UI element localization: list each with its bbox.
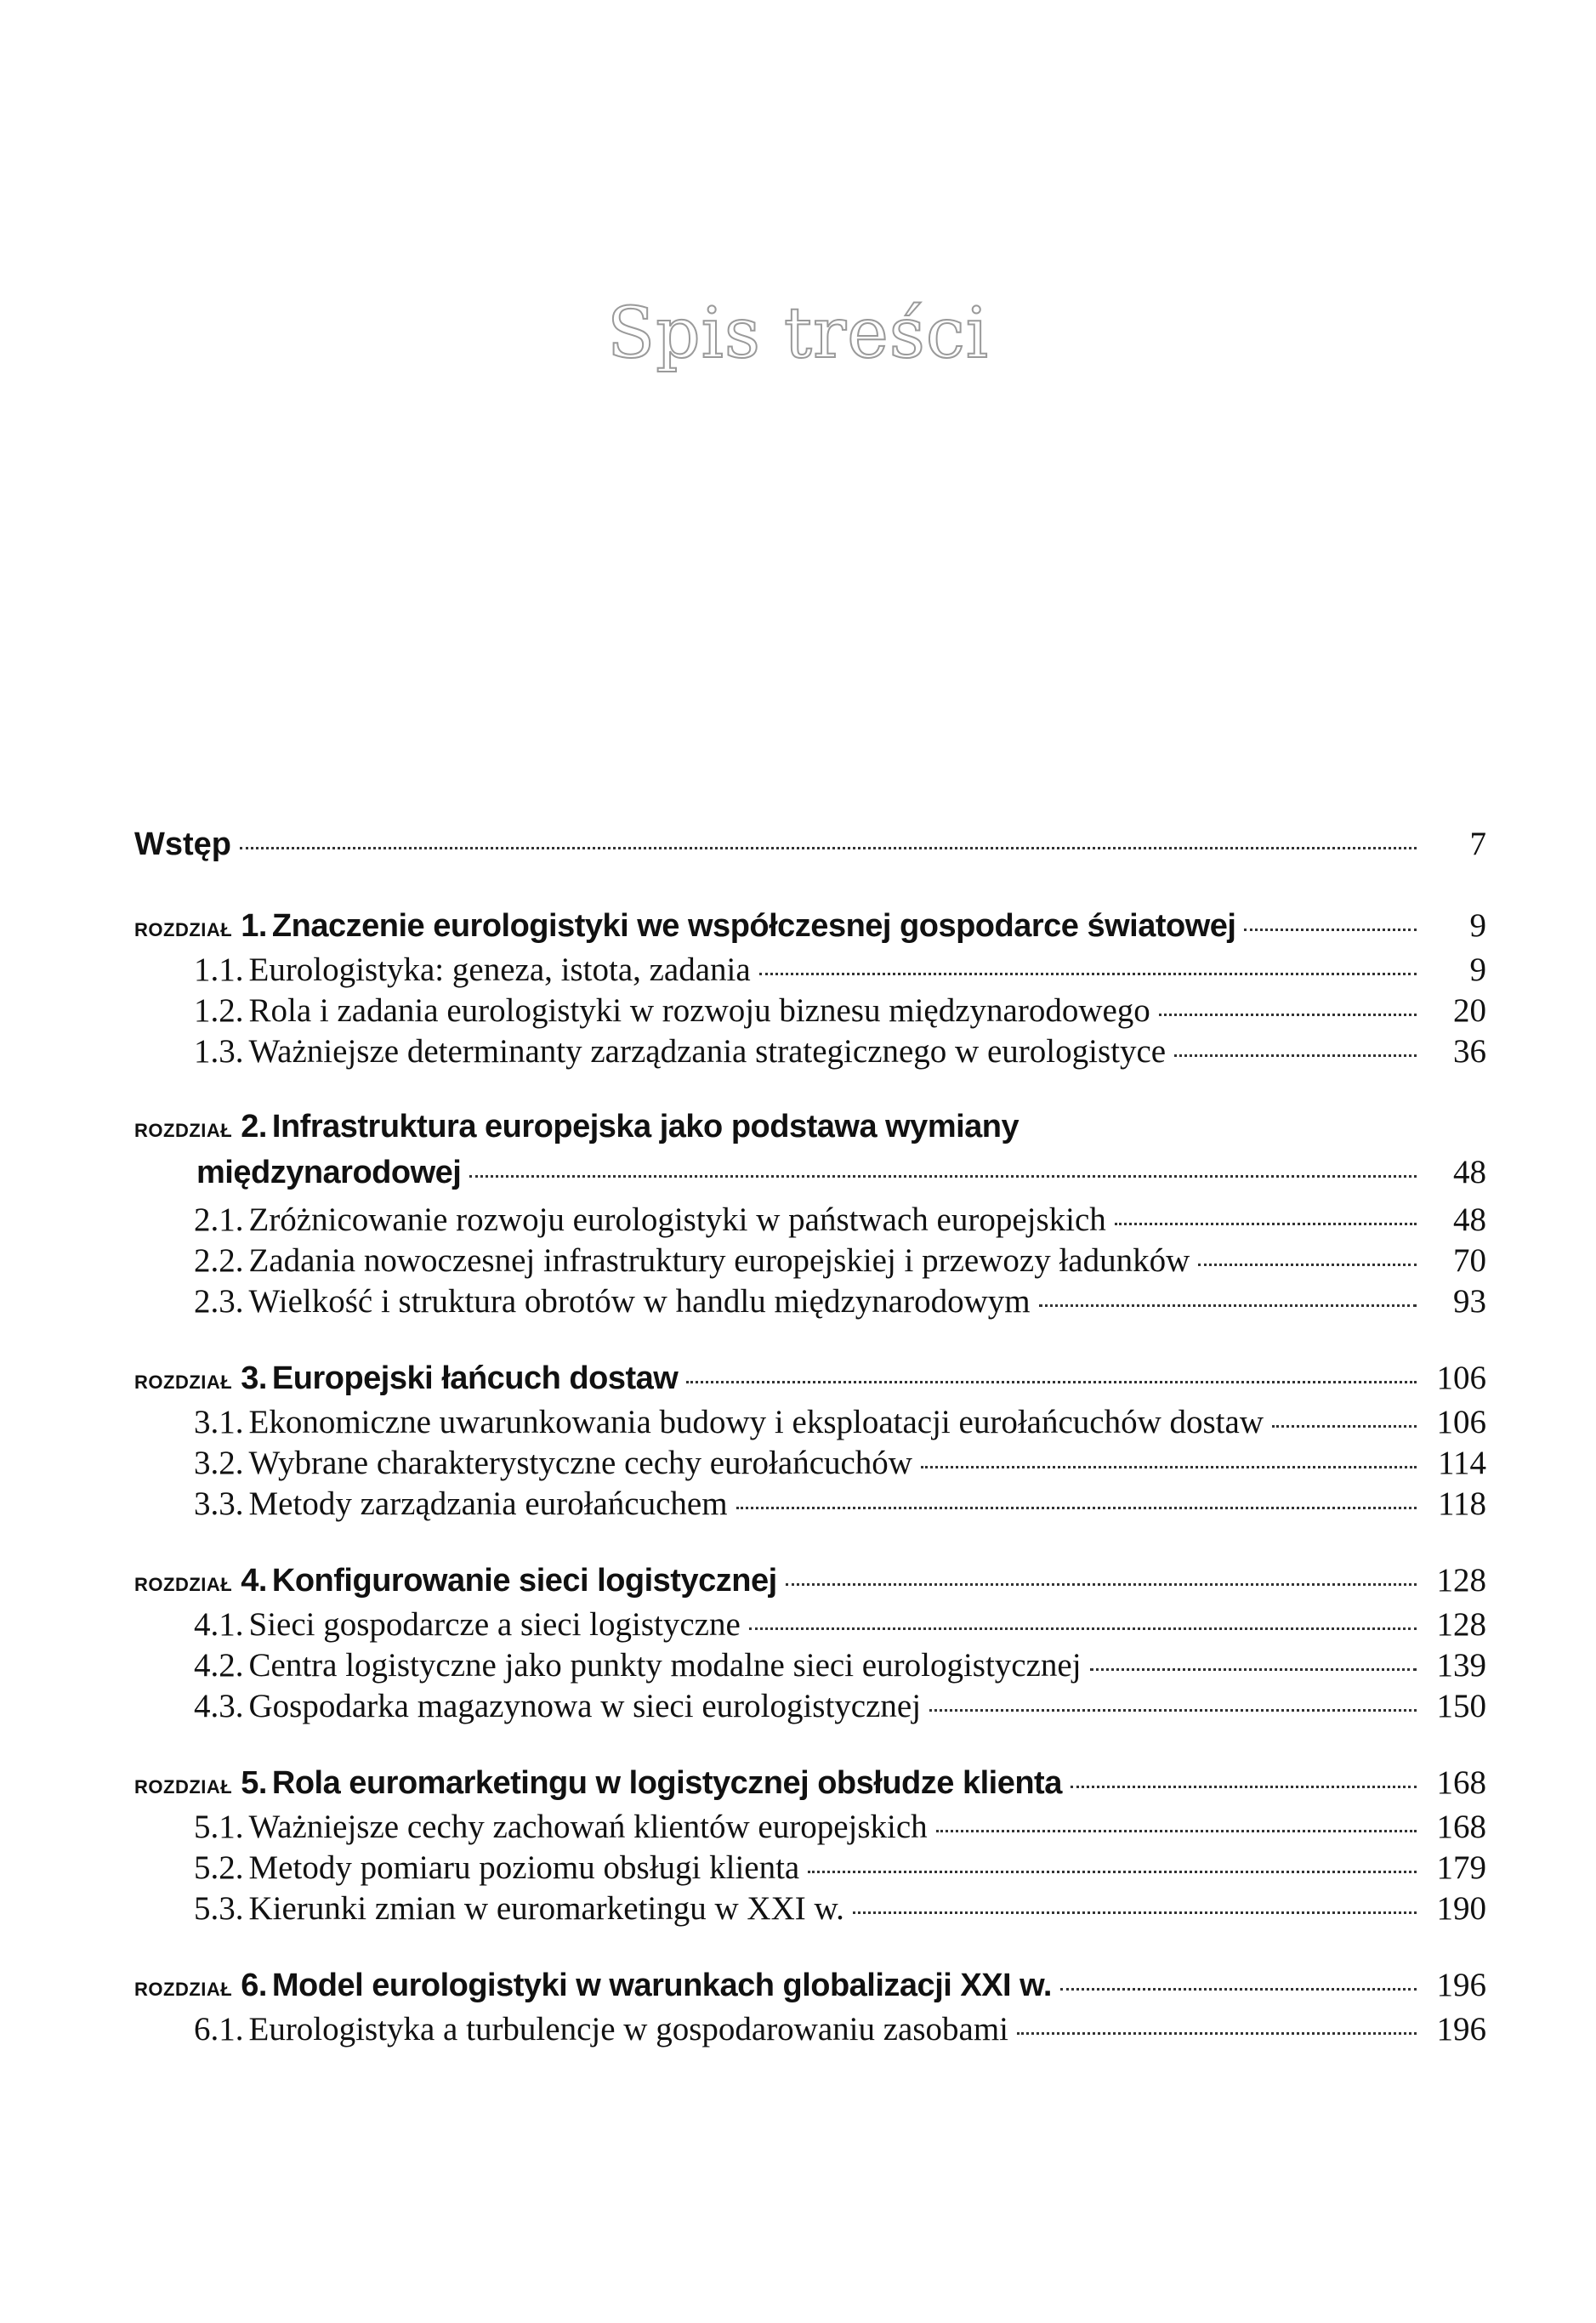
toc-chapter bbox=[134, 906, 1486, 1073]
section-number: 5.2. bbox=[194, 1849, 244, 1886]
toc-chapter-heading[interactable] bbox=[134, 1561, 1486, 1605]
chapter-list bbox=[134, 906, 1486, 2051]
dot-leader bbox=[1060, 1988, 1417, 1991]
toc-section-label bbox=[194, 1687, 921, 1725]
toc-section[interactable] bbox=[134, 1032, 1486, 1073]
dot-leader bbox=[1090, 1668, 1417, 1671]
toc-section-label bbox=[194, 1485, 728, 1523]
section-title: Eurologistyka a turbulencje w gospodarowaniu zasobami bbox=[248, 2011, 1009, 2048]
section-number: 4.1. bbox=[194, 1606, 244, 1643]
page-number: 93 bbox=[1453, 1283, 1486, 1320]
section-title: Rola i zadania eurologistyki w rozwoju biznesu międzynarodowego bbox=[248, 992, 1150, 1029]
dot-leader bbox=[1039, 1304, 1417, 1307]
chapter-title: Znaczenie eurologistyki we współczesnej gospodarce światowej bbox=[271, 908, 1236, 944]
section-title: Wybrane charakterystyczne cechy eurołańcuchów bbox=[248, 1445, 912, 1481]
page-number: 168 bbox=[1436, 1809, 1486, 1845]
toc-section[interactable] bbox=[134, 1687, 1486, 1728]
chapter-prefix: ROZDZIAŁ bbox=[134, 1574, 233, 1595]
toc-section-label bbox=[194, 991, 1150, 1030]
dot-leader bbox=[1272, 1425, 1417, 1428]
table-of-contents bbox=[134, 825, 1486, 2087]
toc-chapter bbox=[134, 1109, 1486, 1323]
toc-section[interactable] bbox=[134, 1241, 1486, 1282]
section-number: 5.1. bbox=[194, 1809, 244, 1845]
dot-leader bbox=[808, 1871, 1417, 1873]
dot-leader bbox=[853, 1911, 1417, 1914]
dot-leader bbox=[1071, 1786, 1417, 1788]
section-number: 1.3. bbox=[194, 1033, 244, 1070]
toc-section-label bbox=[194, 1808, 928, 1846]
page-number: 48 bbox=[1453, 1201, 1486, 1238]
section-number: 3.2. bbox=[194, 1445, 244, 1481]
toc-section[interactable] bbox=[134, 1403, 1486, 1444]
toc-intro[interactable] bbox=[134, 825, 1486, 872]
toc-chapter-label bbox=[134, 1360, 678, 1397]
toc-section-label bbox=[194, 951, 751, 989]
section-number: 4.3. bbox=[194, 1688, 244, 1724]
toc-section[interactable] bbox=[134, 1444, 1486, 1485]
page-number: 190 bbox=[1436, 1890, 1486, 1927]
chapter-title: Konfigurowanie sieci logistycznej bbox=[271, 1563, 777, 1599]
toc-section[interactable] bbox=[134, 1646, 1486, 1687]
dot-leader bbox=[749, 1627, 1417, 1630]
dot-leader bbox=[936, 1830, 1417, 1832]
dot-leader bbox=[1017, 2032, 1417, 2035]
section-number: 6.1. bbox=[194, 2011, 244, 2048]
toc-chapter-heading[interactable] bbox=[134, 1109, 1486, 1153]
chapter-title: Infrastruktura europejska jako podstawa wymiany bbox=[271, 1109, 1020, 1144]
toc-chapter-heading[interactable] bbox=[134, 1359, 1486, 1403]
page-number: 9 bbox=[1469, 951, 1486, 988]
chapter-number: 2. bbox=[241, 1109, 267, 1144]
dot-leader bbox=[1159, 1014, 1417, 1016]
dot-leader bbox=[469, 1175, 1417, 1178]
section-number: 3.1. bbox=[194, 1404, 244, 1440]
toc-section[interactable] bbox=[134, 2010, 1486, 2051]
toc-chapter bbox=[134, 1764, 1486, 1930]
toc-section-label bbox=[194, 1403, 1264, 1441]
chapter-title: Model eurologistyki w warunkach globalizacji XXI w. bbox=[271, 1968, 1052, 2003]
toc-intro-label: Wstęp bbox=[134, 826, 231, 862]
page-number: 118 bbox=[1437, 1485, 1486, 1522]
page-number: 9 bbox=[1469, 907, 1486, 944]
page-number: 150 bbox=[1436, 1688, 1486, 1724]
chapter-prefix: ROZDZIAŁ bbox=[134, 919, 233, 940]
toc-chapter-heading[interactable] bbox=[134, 1764, 1486, 1808]
chapter-number: 4. bbox=[241, 1563, 267, 1599]
section-title: Ekonomiczne uwarunkowania budowy i eksploatacji eurołańcuchów dostaw bbox=[248, 1404, 1264, 1440]
toc-section-label bbox=[194, 1646, 1082, 1684]
page-number: 7 bbox=[1469, 826, 1486, 862]
toc-chapter-heading[interactable] bbox=[134, 906, 1486, 951]
dot-leader bbox=[1115, 1223, 1417, 1225]
chapter-number: 6. bbox=[241, 1968, 267, 2003]
section-number: 2.3. bbox=[194, 1283, 244, 1320]
section-number: 2.1. bbox=[194, 1201, 244, 1238]
section-number: 1.2. bbox=[194, 992, 244, 1029]
section-title: Metody pomiaru poziomu obsługi klienta bbox=[248, 1849, 800, 1886]
chapter-prefix: ROZDZIAŁ bbox=[134, 1120, 233, 1141]
section-title: Ważniejsze cechy zachowań klientów europejskich bbox=[248, 1809, 928, 1845]
section-title: Zróżnicowanie rozwoju eurologistyki w państwach europejskich bbox=[248, 1201, 1106, 1238]
toc-section[interactable] bbox=[134, 1282, 1486, 1323]
toc-section[interactable] bbox=[134, 991, 1486, 1032]
dot-leader bbox=[1198, 1264, 1417, 1266]
chapter-number: 5. bbox=[241, 1765, 267, 1801]
section-number: 2.2. bbox=[194, 1242, 244, 1279]
page-title: Spis treści bbox=[607, 293, 989, 374]
section-title: Ważniejsze determinanty zarządzania strategicznego w eurologistyce bbox=[248, 1033, 1167, 1070]
toc-section-label bbox=[194, 1849, 799, 1887]
toc-section[interactable] bbox=[134, 1889, 1486, 1930]
page-number: 168 bbox=[1436, 1764, 1486, 1801]
dot-leader bbox=[786, 1583, 1417, 1586]
chapter-prefix: ROZDZIAŁ bbox=[134, 1776, 233, 1798]
chapter-title-continued: międzynarodowej bbox=[196, 1155, 462, 1190]
section-title: Zadania nowoczesnej infrastruktury europejskiej i przewozy ładunków bbox=[248, 1242, 1190, 1279]
chapter-prefix: ROZDZIAŁ bbox=[134, 1372, 233, 1393]
page-number: 106 bbox=[1436, 1360, 1486, 1396]
page-number: 128 bbox=[1436, 1562, 1486, 1599]
toc-section-label bbox=[194, 1444, 912, 1482]
toc-chapter bbox=[134, 1561, 1486, 1728]
toc-section-label bbox=[194, 2010, 1008, 2048]
section-number: 4.2. bbox=[194, 1647, 244, 1684]
toc-section[interactable] bbox=[134, 1485, 1486, 1525]
section-number: 3.3. bbox=[194, 1485, 244, 1522]
toc-chapter-label bbox=[134, 1968, 1052, 2004]
page-number: 128 bbox=[1436, 1606, 1486, 1643]
toc-section[interactable] bbox=[134, 1201, 1486, 1241]
page-number: 196 bbox=[1436, 2011, 1486, 2048]
toc-chapter-label bbox=[134, 908, 1235, 945]
section-title: Centra logistyczne jako punkty modalne sieci eurologistycznej bbox=[248, 1647, 1082, 1684]
page-number: 106 bbox=[1436, 1404, 1486, 1440]
toc-section-label bbox=[194, 1282, 1031, 1321]
section-title: Wielkość i struktura obrotów w handlu międzynarodowym bbox=[248, 1283, 1031, 1320]
dot-leader bbox=[1244, 929, 1417, 931]
dot-leader bbox=[686, 1381, 1417, 1383]
page-number: 36 bbox=[1453, 1033, 1486, 1070]
dot-leader bbox=[921, 1466, 1417, 1468]
toc-section-label bbox=[194, 1605, 741, 1644]
section-title: Eurologistyka: geneza, istota, zadania bbox=[248, 951, 751, 988]
dot-leader bbox=[240, 847, 1417, 849]
page-number: 20 bbox=[1453, 992, 1486, 1029]
page-number: 70 bbox=[1453, 1242, 1486, 1279]
toc-chapter bbox=[134, 1359, 1486, 1525]
section-title: Gospodarka magazynowa w sieci eurologistycznej bbox=[248, 1688, 922, 1724]
section-title: Metody zarządzania eurołańcuchem bbox=[248, 1485, 728, 1522]
dot-leader bbox=[736, 1507, 1417, 1509]
toc-chapter-label bbox=[134, 1109, 1019, 1145]
chapter-number: 1. bbox=[241, 908, 267, 944]
toc-section-label bbox=[194, 1032, 1166, 1071]
toc-chapter bbox=[134, 1966, 1486, 2051]
page-number: 196 bbox=[1436, 1967, 1486, 2003]
chapter-title: Europejski łańcuch dostaw bbox=[271, 1360, 679, 1396]
toc-chapter-heading-continued[interactable] bbox=[134, 1153, 1486, 1201]
dot-leader bbox=[929, 1709, 1417, 1712]
toc-section-label bbox=[194, 1241, 1190, 1280]
toc-section-label bbox=[194, 1889, 844, 1928]
toc-section-label bbox=[194, 1201, 1106, 1239]
section-title: Kierunki zmian w euromarketingu w XXI w. bbox=[248, 1890, 844, 1927]
section-number: 1.1. bbox=[194, 951, 244, 988]
chapter-prefix: ROZDZIAŁ bbox=[134, 1979, 233, 2000]
page-number: 179 bbox=[1436, 1849, 1486, 1886]
section-number: 5.3. bbox=[194, 1890, 244, 1927]
chapter-number: 3. bbox=[241, 1360, 267, 1396]
page-number: 139 bbox=[1436, 1647, 1486, 1684]
dot-leader bbox=[759, 973, 1417, 975]
toc-chapter-heading[interactable] bbox=[134, 1966, 1486, 2010]
page-number: 48 bbox=[1453, 1154, 1486, 1190]
dot-leader bbox=[1174, 1054, 1417, 1057]
toc-section[interactable] bbox=[134, 951, 1486, 991]
section-title: Sieci gospodarcze a sieci logistyczne bbox=[248, 1606, 741, 1643]
toc-chapter-label bbox=[134, 1563, 777, 1599]
toc-section[interactable] bbox=[134, 1849, 1486, 1889]
toc-section[interactable] bbox=[134, 1808, 1486, 1849]
toc-chapter-label bbox=[134, 1765, 1062, 1802]
page-number: 114 bbox=[1437, 1445, 1486, 1481]
toc-section[interactable] bbox=[134, 1605, 1486, 1646]
chapter-title: Rola euromarketingu w logistycznej obsłudze klienta bbox=[271, 1765, 1062, 1801]
